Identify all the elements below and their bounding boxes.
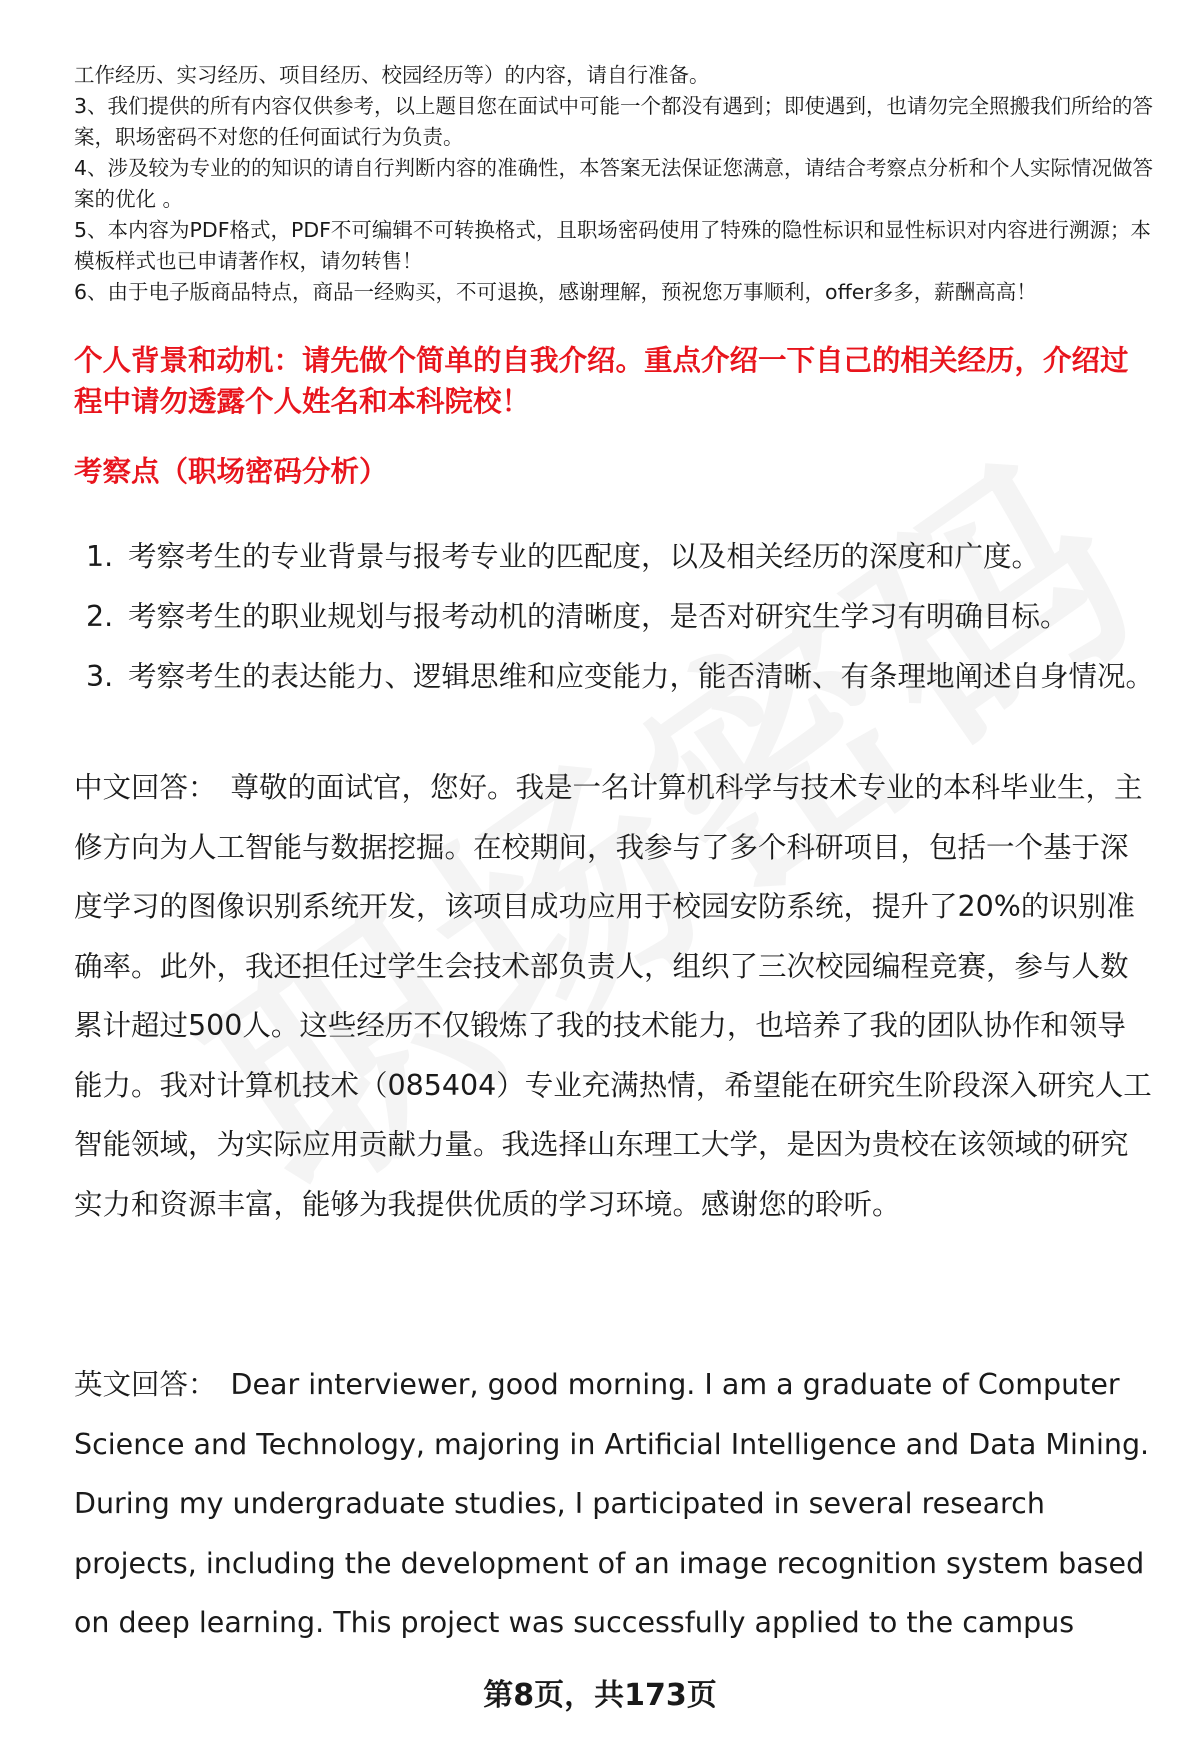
point-text: 考察考生的表达能力、逻辑思维和应变能力，能否清晰、有条理地阐述自身情况。 (128, 660, 1155, 693)
analysis-point (74, 527, 1154, 587)
note-line: 3、我们提供的所有内容仅供参考，以上题目您在面试中可能一个都没有遇到；即使遇到，也请勿完全照搬我们所给的答案，职场密码不对您的任何面试行为负责。 (74, 94, 1154, 149)
point-number: 1. (86, 540, 114, 573)
point-text: 考察考生的专业背景与报考专业的匹配度，以及相关经历的深度和广度。 (128, 540, 1041, 573)
chinese-answer-text: 尊敬的面试官，您好。我是一名计算机科学与技术专业的本科毕业生，主修方向为人工智能与数据挖掘。在校期间，我参与了多个科研项目，包括一个基于深度学习的图像识别系统开发，该项目成功应用于校园安防系统，提升了20%的识别准确率。此外，我还担任过学生会技术部负责人，组织了三次校园编程竞赛，参与人数累计超过500人。这些经历不仅锻炼了我的技术能力，也培养了我的团队协作和领导能力。我对计算机技术（085404）专业充满热情，希望能在研究生阶段深入研究人工智能领域，为实际应用贡献力量。我选择山东理工大学，是因为贵校在该领域的研究实力和资源丰富，能够为我提供优质的学习环境。感谢您的聆听。 (74, 771, 1152, 1221)
chinese-answer-label: 中文回答： (74, 771, 217, 804)
point-number: 3. (86, 660, 114, 693)
english-answer-text: Dear interviewer, good morning. I am a graduate of Computer Science and Technology, majoring in Artificial Intelligence and Data Mining. During my undergraduate studies, I participated in several research projects, including the development of an image recognition system based on deep learning. This project was successfully applied to the campus (74, 1368, 1150, 1639)
note-line: 工作经历、实习经历、项目经历、校园经历等）的内容，请自行准备。 (74, 63, 710, 87)
english-answer-label: 英文回答： (74, 1368, 217, 1401)
note-line: 6、由于电子版商品特点，商品一经购买，不可退换，感谢理解，预祝您万事顺利，offer多多，薪酬高高！ (74, 280, 1037, 304)
point-number: 2. (86, 600, 114, 633)
analysis-point (74, 587, 1154, 647)
note-line: 4、涉及较为专业的的知识的请自行判断内容的准确性，本答案无法保证您满意，请结合考察点分析和个人实际情况做答案的优化 。 (74, 156, 1154, 211)
analysis-points (74, 527, 1154, 707)
page-number: 第8页，共173页 (483, 1678, 717, 1713)
analysis-heading: 考察点（职场密码分析） (74, 455, 388, 488)
analysis-point (74, 647, 1154, 707)
note-line: 5、本内容为PDF格式，PDF不可编辑不可转换格式，且职场密码使用了特殊的隐性标识和显性标识对内容进行溯源；本模板样式也已申请著作权，请勿转售！ (74, 218, 1151, 273)
point-text: 考察考生的职业规划与报考动机的清晰度，是否对研究生学习有明确目标。 (128, 600, 1069, 633)
english-answer (74, 1355, 1154, 1653)
chinese-answer (74, 758, 1154, 1234)
notes-section (74, 60, 1154, 308)
interview-question: 个人背景和动机：请先做个简单的自我介绍。重点介绍一下自己的相关经历，介绍过程中请勿透露个人姓名和本科院校！ (74, 344, 1129, 418)
